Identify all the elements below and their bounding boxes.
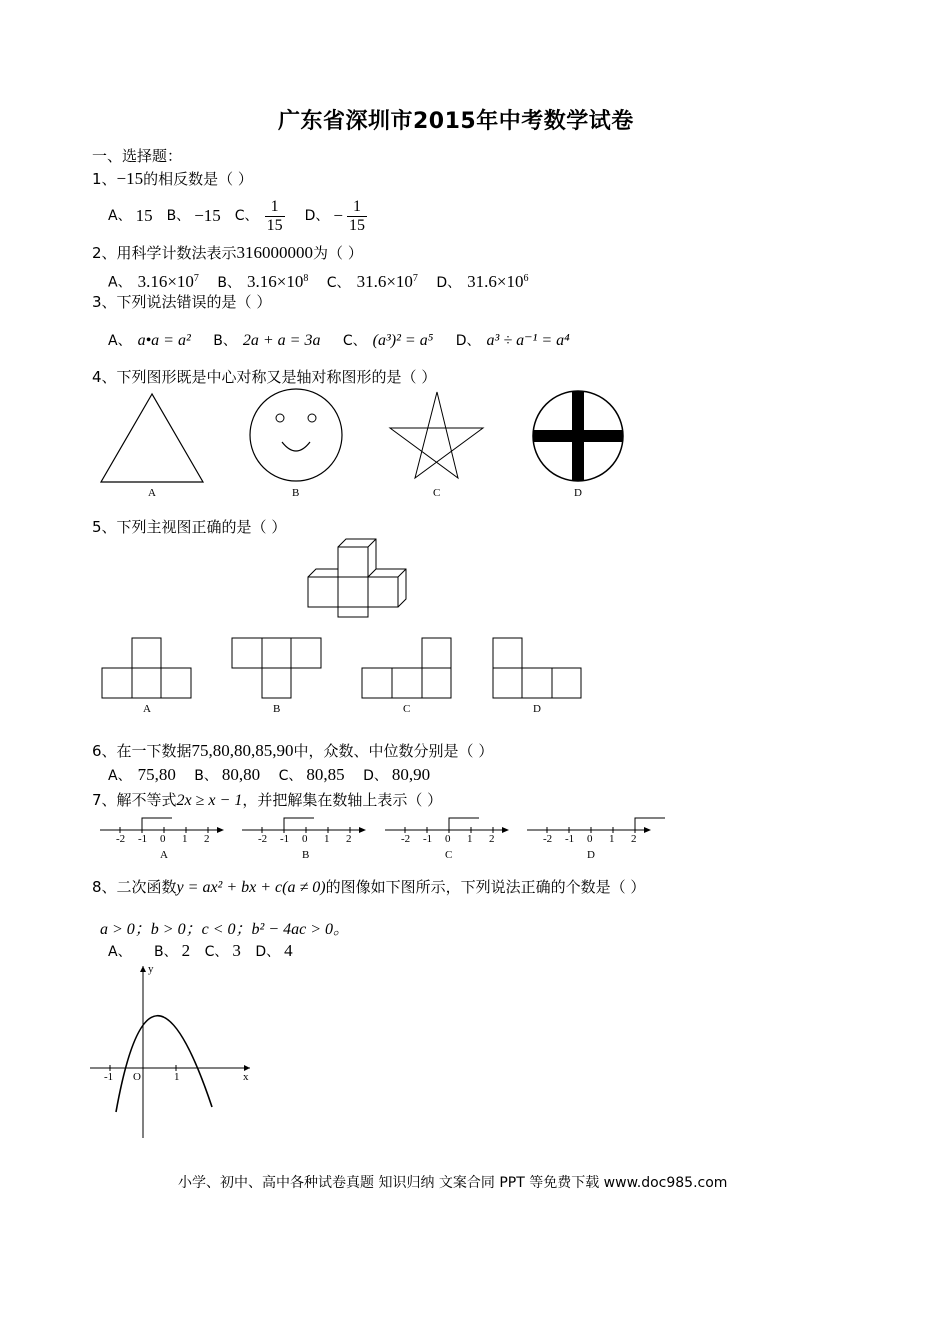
q5-label-a: A (143, 703, 151, 715)
q3-option-b-label: B、 (213, 333, 237, 349)
q1-option-c-label: C、 (234, 208, 259, 224)
question-6 (92, 742, 493, 760)
q5-3d-solid (303, 535, 413, 620)
q1-option-b-value: −15 (194, 206, 221, 225)
q7-stem-post: ，并把解集在数轴上表示（ ） (242, 791, 443, 809)
tick-label: 1 (467, 833, 473, 845)
q8-option-c-label: C、 (204, 944, 229, 960)
solution-ray (635, 818, 665, 830)
question-1 (92, 170, 253, 188)
footer-text: 小学、初中、高中各种试卷真题 知识归纳 文案合同 PPT 等免费下载 www.doc985.com (178, 1175, 728, 1191)
q5-label-c: C (403, 703, 411, 715)
question-3: 3、下列说法错误的是（ ） (92, 293, 272, 311)
tick-label: 0 (587, 833, 593, 845)
q6-option-a-value: 75,80 (137, 765, 176, 784)
number-line-a (100, 818, 224, 861)
q1-stem-math: −15 (116, 169, 144, 188)
q5-views (100, 636, 600, 716)
number-line-d (527, 818, 665, 861)
number-line-label: B (302, 849, 310, 861)
q3-option-a-value: a•a = a² (137, 332, 191, 349)
q1-option-c-fraction (265, 198, 285, 235)
q5-label-d: D (533, 703, 541, 715)
solution-ray (142, 818, 172, 830)
q1-option-d-sign: − (333, 206, 343, 225)
q8-options (108, 942, 293, 961)
q8-stem-pre: 8、二次函数 (92, 878, 177, 896)
q2-option-c-value: 31.6×10 (356, 271, 413, 291)
q2-option-b-label: B、 (217, 274, 241, 291)
q2-stem-math: 316000000 (236, 243, 314, 262)
tick-label: -2 (116, 833, 126, 845)
neg-one-label: -1 (104, 1071, 114, 1083)
q2-option-a-label: A、 (108, 274, 132, 291)
q6-options (108, 766, 430, 785)
q4-label-a: A (148, 487, 156, 499)
q2-option-a-exp: 7 (193, 273, 199, 284)
triangle-figure (101, 394, 203, 482)
x-axis-label: x (243, 1071, 249, 1083)
q6-stem-post: 中，众数、中位数分别是（ ） (293, 742, 494, 760)
q3-option-c-value: (a³)² = a⁵ (372, 332, 434, 349)
q1-options (108, 196, 367, 236)
q2-option-b-value: 3.16×10 (246, 271, 304, 291)
solution-ray (449, 818, 479, 830)
tick-label: 0 (160, 833, 166, 845)
q2-option-d-exp: 6 (523, 273, 529, 284)
question-8 (92, 878, 645, 897)
one-label: 1 (174, 1071, 180, 1083)
tick-label: 2 (204, 833, 210, 845)
section-heading: 一、选择题： (92, 147, 183, 165)
origin-label: O (133, 1071, 141, 1083)
tick-label: -1 (280, 833, 290, 845)
q2-option-c-exp: 7 (412, 273, 418, 284)
q3-option-d-value: a³ ÷ a⁻¹ = a⁴ (486, 332, 570, 349)
q1-c-denominator: 15 (266, 216, 283, 234)
q3-option-d-label: D、 (455, 333, 481, 349)
question-2 (92, 244, 363, 262)
q7-stem-math: 2x ≥ x − 1 (176, 792, 243, 809)
question-7 (92, 791, 442, 810)
tick-label: 2 (631, 833, 637, 845)
page-title: 广东省深圳市2015年中考数学试卷 (278, 109, 634, 134)
parabola-curve (116, 1016, 212, 1112)
q6-option-b-label: B、 (194, 768, 218, 784)
q2-option-c-label: C、 (326, 274, 351, 291)
tick-label: -2 (401, 833, 411, 845)
q8-option-b-value: 2 (181, 941, 191, 960)
q2-stem-post: 为（ ） (313, 244, 363, 262)
q3-option-b-value: 2a + a = 3a (242, 332, 321, 349)
star-figure (390, 392, 483, 478)
q6-option-b-value: 80,80 (221, 765, 261, 784)
tick-label: 2 (346, 833, 352, 845)
q6-option-d-value: 80,90 (391, 765, 431, 784)
q8-option-b-label: B、 (154, 944, 178, 960)
q6-option-d-label: D、 (363, 768, 388, 784)
q1-stem-pre: 1、 (92, 170, 117, 188)
q1-option-a-value: 15 (135, 206, 153, 225)
tick-label: 0 (445, 833, 451, 845)
tick-label: 1 (182, 833, 188, 845)
tick-label: -1 (423, 833, 433, 845)
q2-option-a-value: 3.16×10 (137, 271, 194, 291)
question-5: 5、下列主视图正确的是（ ） (92, 518, 287, 536)
q8-stem-math: y = ax² + bx + c(a ≠ 0) (176, 879, 326, 896)
q3-options (108, 332, 570, 350)
q1-option-a-label: A、 (108, 208, 132, 224)
q6-option-a-label: A、 (108, 768, 132, 784)
number-line-c (385, 818, 509, 861)
q6-stem-math: 75,80,80,85,90 (191, 741, 294, 760)
q1-d-numerator: 1 (347, 198, 367, 217)
q7-number-lines (100, 814, 670, 862)
tick-label: 0 (302, 833, 308, 845)
q1-option-d-label: D、 (304, 208, 330, 224)
tick-label: 1 (609, 833, 615, 845)
q8-option-c-value: 3 (232, 941, 241, 960)
number-line-label: C (445, 849, 453, 861)
q6-stem-pre: 6、在一下数据 (92, 742, 192, 760)
tick-label: 2 (489, 833, 495, 845)
q1-c-numerator: 1 (265, 198, 285, 217)
q4-label-d: D (574, 487, 582, 499)
solution-ray (284, 818, 314, 830)
q1-stem-post: 的相反数是（ ） (143, 170, 253, 188)
smiley-face-figure (250, 389, 342, 481)
q1-d-denominator: 15 (348, 216, 365, 234)
number-line-label: D (587, 849, 595, 861)
q2-options (108, 270, 528, 292)
q8-option-a-label: A、 (108, 944, 132, 960)
q2-option-d-value: 31.6×10 (467, 271, 524, 291)
q8-stem-post: 的图像如下图所示，下列说法正确的个数是（ ） (325, 878, 646, 896)
tick-label: -2 (258, 833, 268, 845)
q6-option-c-value: 80,85 (306, 765, 345, 784)
y-axis-label: y (148, 963, 154, 975)
q1-option-d-fraction (347, 198, 367, 235)
q8-option-d-label: D、 (255, 944, 281, 960)
q3-option-a-label: A、 (108, 333, 132, 349)
q2-option-d-label: D、 (436, 274, 462, 291)
q2-option-b-exp: 8 (303, 273, 309, 284)
q6-option-c-label: C、 (278, 768, 303, 784)
q2-stem-pre: 2、用科学计数法表示 (92, 244, 237, 262)
tick-label: 1 (324, 833, 330, 845)
question-4: 4、下列图形既是中心对称又是轴对称图形的是（ ） (92, 368, 437, 386)
tick-label: -1 (565, 833, 575, 845)
number-line-label: A (160, 849, 168, 861)
q4-label-b: B (292, 487, 300, 499)
tick-label: -2 (543, 833, 553, 845)
q3-option-c-label: C、 (342, 333, 367, 349)
q5-label-b: B (273, 703, 281, 715)
q8-parabola-graph (88, 962, 258, 1142)
number-line-b (242, 818, 366, 861)
q8-conditions: a > 0；b > 0；c < 0；b² − 4ac > 0。 (100, 921, 349, 938)
q8-option-d-value: 4 (284, 941, 293, 960)
q4-label-c: C (433, 487, 441, 499)
q4-figures (95, 388, 655, 503)
tick-label: -1 (138, 833, 148, 845)
q7-stem-pre: 7、解不等式 (92, 791, 177, 809)
q1-option-b-label: B、 (166, 208, 191, 224)
